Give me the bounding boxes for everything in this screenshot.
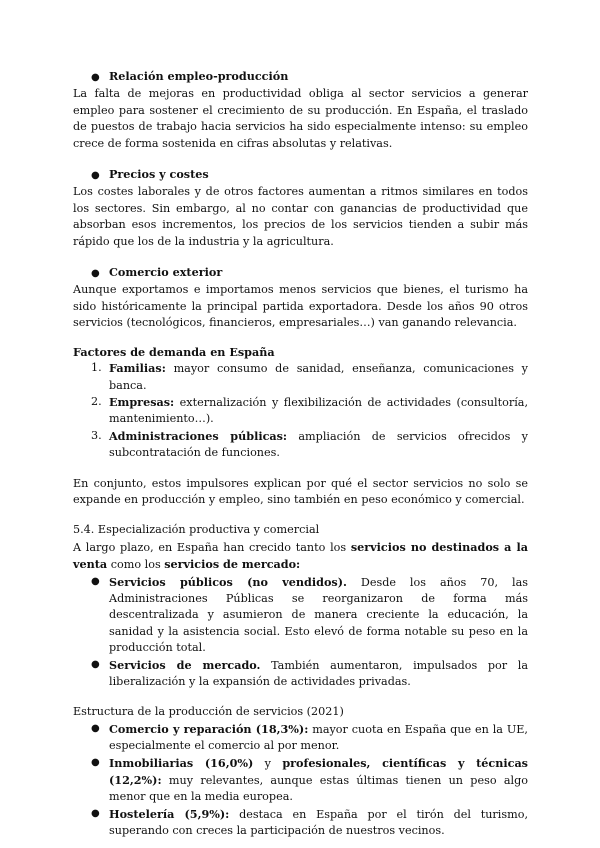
bullet-icon: ● xyxy=(91,170,100,182)
bullet-icon: ● xyxy=(91,807,100,819)
item-label: Administraciones públicas: xyxy=(109,428,288,443)
paragraph-conclusion: En conjunto, estos impulsores explican por qué el sector servicios no solo se expande en producción y empleo, sino también en peso económico y comercial. xyxy=(73,476,528,506)
item-number: 1. xyxy=(91,361,102,375)
item-text: Desde los años 70, las Administraciones Públicas se reorganizaron de forma más descentralizada y asumieron de manera creciente la educación, la sanidad y la asistencia social. Esto elevó de forma notable su peso en la producción total. xyxy=(109,575,529,655)
item-text: muy relevantes, aunque estas últimas tienen un peso algo menor que en la media europea. xyxy=(109,774,528,804)
list-item xyxy=(91,360,528,394)
paragraph-relacion-empleo: La falta de mejoras en productividad obliga al sector servicios a generar empleo para sostener el crecimiento de su producción. En España, el traslado de puestos de trabajo hacia servicios ha sido especialmente intenso: su empleo crece de forma sostenida en cifras absolutas y relativas. xyxy=(73,87,528,150)
bullet-icon: ● xyxy=(91,268,100,280)
list-item xyxy=(91,574,528,657)
item-text: destaca en España por el tirón del turismo, superando con creces la participación de nuestros vecinos. xyxy=(109,807,528,838)
paragraph-comercio-exterior: Aunque exportamos e importamos menos servicios que bienes, el turismo ha sido históricamente la principal partida exportadora. Desde los años 90 otros servicios (tecnológicos, financieros, empresariales…) van ganando relevancia. xyxy=(73,283,528,330)
bullet-icon: ● xyxy=(91,722,100,734)
item-text: ampliación de servicios ofrecidos y subcontratación de funciones. xyxy=(109,429,528,460)
structure-title: Estructura de la producción de servicios (2021) xyxy=(73,705,344,719)
item-text: mayor cuota en España que en la UE, especialmente el comercio al por menor. xyxy=(109,722,528,753)
bullet-heading xyxy=(91,166,528,184)
demand-factors-list xyxy=(73,360,528,461)
item-number: 2. xyxy=(91,394,102,408)
item-label: Servicios públicos (no vendidos). xyxy=(109,574,347,589)
item-label: Empresas: xyxy=(109,394,175,409)
heading-precios-costes: Precios y costes xyxy=(109,167,209,182)
bullet-icon: ● xyxy=(91,658,100,670)
list-item xyxy=(91,657,528,691)
item-label: Inmobiliarias (16,0%) xyxy=(109,755,254,770)
bullet-icon: ● xyxy=(91,575,100,587)
bullet-icon: ● xyxy=(91,72,100,83)
list-item xyxy=(91,721,528,755)
list-item xyxy=(91,428,528,462)
section-5-4-intro: A largo plazo, en España han crecido tanto los servicios no destinados a la venta como los servicios de mercado: xyxy=(73,539,528,572)
item-text: externalización y flexibilización de actividades (consultoría, mantenimiento…). xyxy=(109,395,528,426)
item-label: Comercio y reparación (18,3%): xyxy=(109,721,309,736)
structure-list xyxy=(73,721,528,840)
item-text: mayor consumo de sanidad, enseñanza, comunicaciones y banca. xyxy=(109,362,528,392)
bullet-heading xyxy=(91,264,528,282)
item-label: Hostelería (5,9%): xyxy=(109,806,230,821)
item-label: profesionales, científicas y técnicas (12,2%): xyxy=(109,755,528,788)
services-list xyxy=(73,574,528,691)
list-item xyxy=(91,394,528,428)
item-label: Servicios de mercado. xyxy=(109,657,261,672)
list-item xyxy=(91,806,528,840)
heading-comercio-exterior: Comercio exterior xyxy=(109,265,223,280)
demand-factors-title: Factores de demanda en España xyxy=(73,344,275,359)
item-number: 3. xyxy=(91,428,102,442)
document-page xyxy=(73,68,528,840)
heading-relacion-empleo: Relación empleo-producción xyxy=(109,69,289,83)
item-label: Familias: xyxy=(109,361,166,376)
item-text: También aumentaron, impulsados por la liberalización y la expansión de actividades privadas. xyxy=(109,658,528,688)
bullet-heading xyxy=(91,68,528,86)
bullet-icon: ● xyxy=(91,756,100,768)
list-item: ● Inmobiliarias (16,0%) y profesionales, científicas y técnicas (12,2%): muy relevantes, aunque estas últimas tienen un peso algo menor que en la media europea. xyxy=(91,755,528,806)
section-5-4-title: 5.4. Especialización productiva y comercial xyxy=(73,523,320,537)
paragraph-precios-costes: Los costes laborales y de otros factores aumentan a ritmos similares en todos los sectores. Sin embargo, al no contar con ganancias de productividad que absorban esos incrementos, los precios de los servicios tienden a subir más rápido que los de la industria y la agricultura. xyxy=(73,185,528,248)
